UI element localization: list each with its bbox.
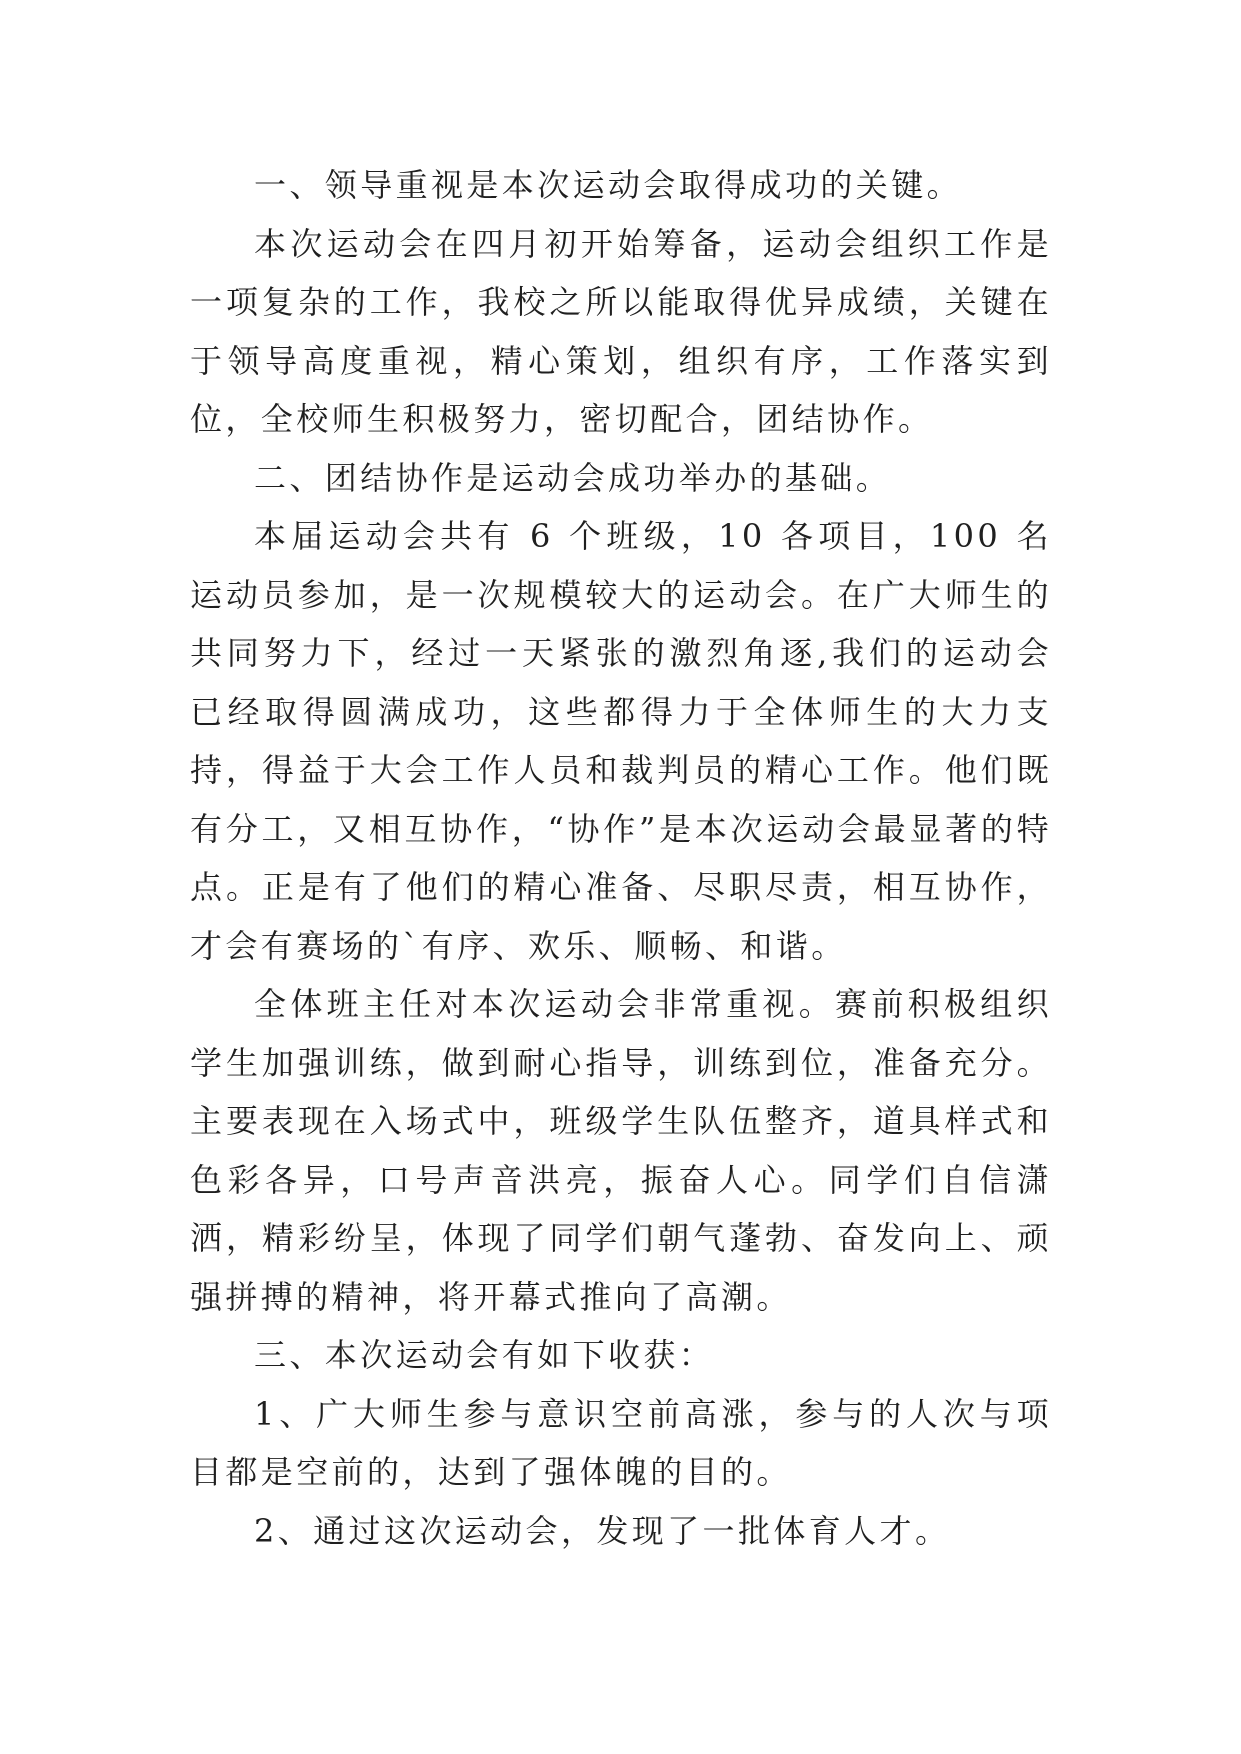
- paragraph-class-teachers: 全体班主任对本次运动会非常重视。赛前积极组织学生加强训练，做到耐心指导，训练到位，准备充分。主要表现在入场式中，班级学生队伍整齐，道具样式和色彩各异，口号声音洪亮，振奋人心。同学们自信潇洒，精彩纷呈，体现了同学们朝气蓬勃、奋发向上、顽强拼搏的精神，将开幕式推向了高潮。: [190, 985, 1052, 1316]
- list-item-gain-2: 2、通过这次运动会，发现了一批体育人才。: [254, 1511, 951, 1550]
- paragraph-event-summary: 本届运动会共有 6 个班级，10 各项目，100 名运动员参加，是一次规模较大的运动会。在广大师生的共同努力下，经过一天紧张的激烈角逐,我们的运动会已经取得圆满成功，这些都得力于全体师生的大力支持，得益于大会工作人员和裁判员的精心工作。他们既有分工，又相互协作，“协作”是本次运动会最显著的特点。正是有了他们的精心准备、尽职尽责，相互协作，才会有赛场的`有序、欢乐、顺畅、和谐。: [190, 517, 1052, 965]
- document-body: [190, 156, 1052, 1560]
- section-heading-leadership: 一、领导重视是本次运动会取得成功的关键。: [254, 166, 963, 204]
- list-item-gain-1: 1、广大师生参与意识空前高涨，参与的人次与项目都是空前的，达到了强体魄的目的。: [190, 1394, 1052, 1491]
- paragraph-preparation: 本次运动会在四月初开始筹备，运动会组织工作是一项复杂的工作，我校之所以能取得优异成绩，关键在于领导高度重视，精心策划，组织有序，工作落实到位，全校师生积极努力，密切配合，团结协作。: [190, 224, 1052, 438]
- section-heading-gains: 三、本次运动会有如下收获：: [254, 1336, 715, 1374]
- section-heading-teamwork: 二、团结协作是运动会成功举办的基础。: [254, 458, 892, 497]
